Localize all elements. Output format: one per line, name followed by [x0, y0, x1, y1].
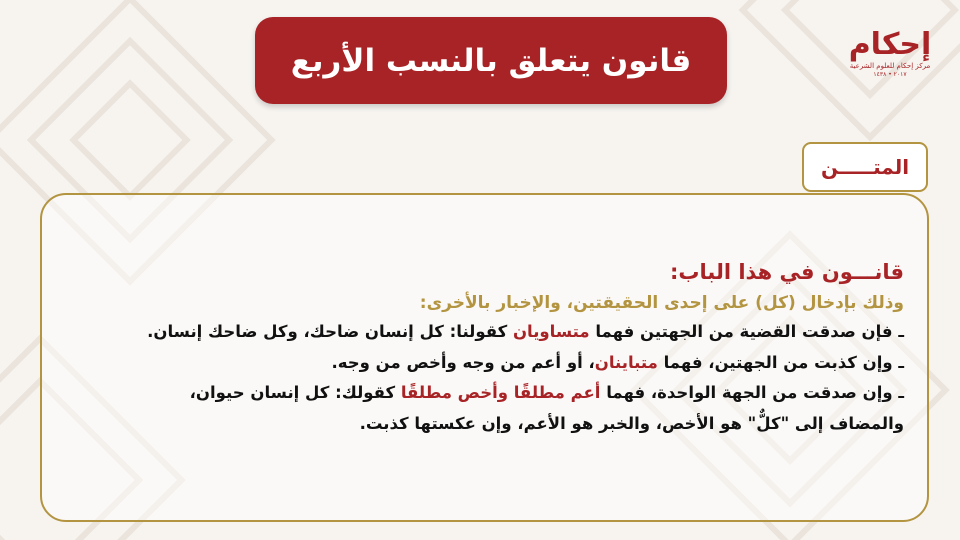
section-tab: [802, 142, 928, 192]
logo-name: إحكام: [848, 27, 932, 62]
rule-continuation: والمضاف إلى "كلٌّ" هو الأخص، والخبر هو الأعم، وإن عكستها كذبت.: [359, 413, 904, 433]
rule-term: أعم مطلقًا وأخص مطلقًا: [400, 383, 601, 402]
rule-line: [54, 348, 904, 379]
rule-text: ـ وإن كذبت من الجهتين، فهما: [657, 352, 904, 372]
rule-line: [54, 317, 904, 348]
logo: [848, 28, 932, 96]
text-content: [54, 255, 904, 439]
rule-text: ـ وإن صدقت من الجهة الواحدة، فهما: [600, 383, 904, 402]
title-banner: [255, 17, 727, 104]
rule-text: كقولنا: كل إنسان ضاحك، وكل ضاحك إنسان.: [147, 322, 513, 341]
rule-term: متباينان: [594, 352, 658, 372]
content-heading: قانـــون في هذا الباب:: [669, 260, 904, 284]
rule-line: [54, 378, 904, 409]
section-label: المتـــــن: [820, 155, 910, 179]
page-title: قانون يتعلق بالنسب الأربع: [290, 42, 692, 79]
content-subheading: وذلك بإدخال (كل) على إحدى الحقيقتين، والإخبار بالأخرى:: [419, 293, 904, 313]
logo-subtitle: مركز إحكام للعلوم الشرعية: [849, 62, 931, 70]
rule-text: ـ فإن صدقت القضية من الجهتين فهما: [589, 322, 904, 341]
logo-subtitle-dates: ٢٠١٧ • ١٤٣٨: [873, 71, 907, 78]
rule-text: كقولك: كل إنسان حيوان،: [189, 383, 401, 402]
rule-term: متساويان: [512, 322, 590, 341]
rule-text: ، أو أعم من وجه وأخص من وجه.: [331, 352, 595, 372]
